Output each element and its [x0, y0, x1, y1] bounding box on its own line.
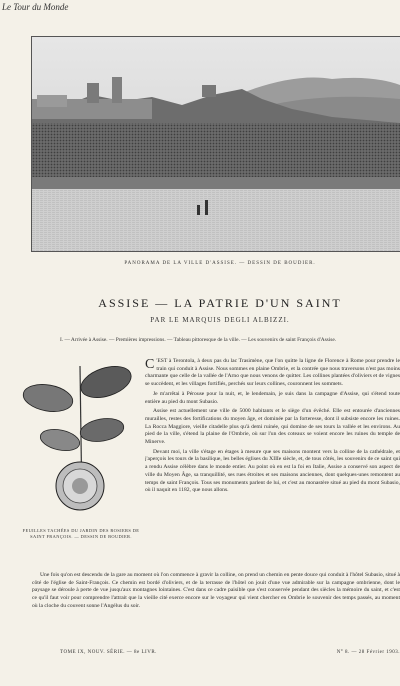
article-byline: PAR LE MARQUIS DEGLI ALBIZZI.	[150, 316, 290, 324]
article-column-full	[32, 572, 400, 613]
paragraph: Assise est actuellement une ville de 5000 habitants et le siège d'un évêché. Elle est entourée d'anciennes murailles, restes des fortifications du moyen âge, et dominée par la forteresse, dont il subsiste encore les ruines. La Rocca Maggiore, vieille citadelle plus qu'à demi ruinée, qui domine de ses tours la vallée et les environs. Au pied de la ville, s'étend la plaine de l'Ombrie, où sur l'un des coteaux se voient encore les ruines du temple de Minerve.	[145, 408, 400, 446]
photo-caption: PANORAMA DE LA VILLE D'ASSISE. — DESSIN DE BOUDIER.	[124, 261, 316, 266]
panorama-illustration	[31, 36, 400, 252]
paragraph-text: 'EST à Terontola, à deux pas du lac Trasimène, que l'on quitte la ligne de Florence à Rome pour prendre le train qui conduit à Assise. Nous sommes en plaine Ombrie, et la contrée que nous traversons n'est pas moins charmante que celle de la vallée de l'Arno que nous venons de quitter. Les collines plantées d'oliviers et de vignes se succèdent, et les villages fortifiés, perchés sur leurs collines, couronnent les sommets.	[145, 358, 400, 388]
paragraph: Je m'arrêtai à Pérouse pour la nuit, et, le lendemain, je suis dans la campagne d'Assise, qui s'étend toute entière au pied du mont Subasio.	[145, 390, 400, 405]
footer-volume: TOME IX, NOUV. SÉRIE. — 8e LIVR.	[60, 650, 157, 655]
article-title: ASSISE — LA PATRIE D'UN SAINT	[98, 296, 342, 310]
paragraph: Devant moi, la ville s'étage en étages à mesure que ses maisons montent vers la colline de la cathédrale, et j'aperçois les tours de la basilique, les belles églises du XIIIe siècle, et, de tous côtés, les souvenirs de ce saint qui a rendu Assise célèbre dans le monde entier. Au point où en est la foi en Italie, Assise a conservé son aspect de ville du Moyen Âge, sa tranquillité, ses rues étroites et ses maisons anciennes, dont quelques-unes remontent au temps de saint François. Tous ses monuments parlent de lui, et c'est au monastère situé au pied du mont Subasio, où il naquit en 1182, que nous allons.	[145, 448, 400, 494]
drop-cap: C	[145, 358, 155, 372]
plant-illustration	[22, 360, 140, 520]
plant-caption: FEUILLES TACHÉES DU JARDIN DES ROSIERS DE SAINT FRANÇOIS. — DESSIN DE BOUDIER.	[22, 528, 140, 539]
footer-issue: N° 8. — 28 Février 1903.	[336, 650, 400, 655]
paragraph	[145, 358, 400, 389]
article-column-right	[145, 358, 400, 497]
paragraph: Une fois qu'on est descendu de la gare au moment où l'on commence à gravir la colline, on prend un chemin en pente douce qui conduit à l'hôtel Subasio, situé à côté de l'église de Saint-François. Ce chemin est bordé d'oliviers, et de la terrasse de l'hôtel on jouit d'une vue admirable sur la campagne ombrienne, dont le paysage se déroule à perte de vue jusqu'aux montagnes lointaines. C'est dans ce cadre paisible que s'est conservée pendant des siècles la mémoire du saint, et c'est ce qu'il faut voir pour comprendre l'attrait que la vieille cité exerce encore sur le voyageur qui vient chercher en Ombrie le souvenir des temps passés, au moment où la cloche du couvent sonne l'Angélus du soir.	[32, 572, 400, 609]
chapter-summary: I. — Arrivée à Assise. — Premières impressions. — Tableau pittoresque de la ville. — Les souvenirs de saint François d'Assise.	[60, 337, 337, 343]
journal-title: Le Tour du Monde	[2, 2, 69, 12]
